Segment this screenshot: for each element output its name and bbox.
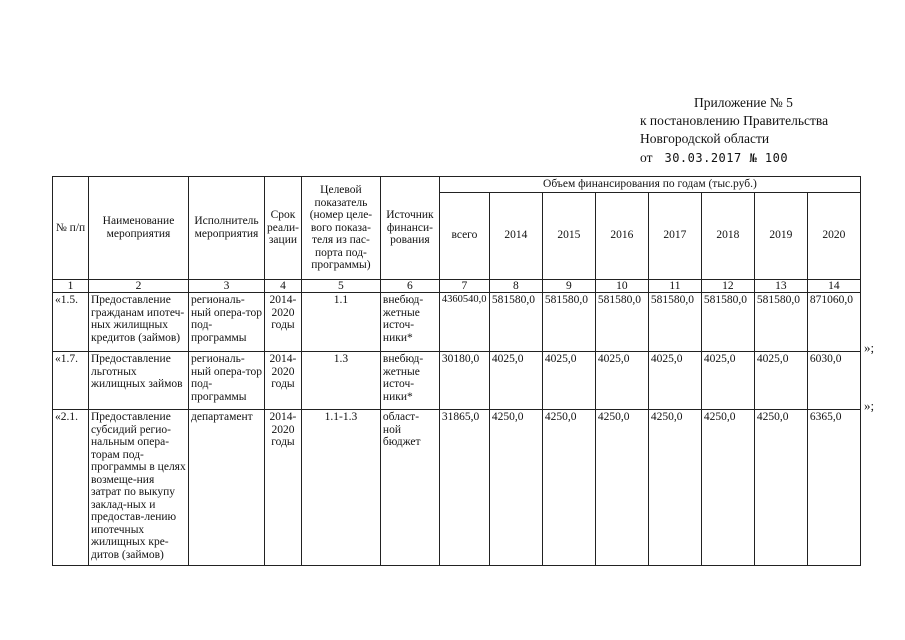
appendix-resolution-line: к постановлению Правительства — [640, 113, 829, 128]
row-value: 581580,0 — [701, 293, 754, 352]
row-closing-mark: »; — [864, 398, 875, 413]
column-number: 14 — [807, 279, 860, 293]
header-year: 2016 — [595, 192, 648, 279]
header-year: 2019 — [754, 192, 807, 279]
date-number: 30.03.2017 № 100 — [664, 151, 789, 165]
row-value: 581580,0 — [542, 293, 595, 352]
row-value: 4025,0 — [595, 352, 648, 410]
row-value: 871060,0 — [807, 293, 860, 352]
row-value: 581580,0 — [648, 293, 701, 352]
header-executor: Исполнитель мероприятия — [189, 177, 265, 280]
column-number: 5 — [301, 279, 380, 293]
column-number: 3 — [189, 279, 265, 293]
row-target: 1.3 — [301, 352, 380, 410]
row-executor: департамент — [189, 410, 265, 566]
header-target: Целевой показатель (номер целе-вого показа-теля из пас-порта под-программы) — [301, 177, 380, 280]
table-row — [53, 352, 861, 410]
row-num: «1.7. — [53, 352, 89, 410]
from-label: от — [640, 150, 653, 165]
row-term: 2014-2020 годы — [265, 410, 302, 566]
column-number: 9 — [542, 279, 595, 293]
row-source: област-ной бюджет — [380, 410, 439, 566]
column-number: 4 — [265, 279, 302, 293]
row-num: «1.5. — [53, 293, 89, 352]
table-row — [53, 410, 861, 566]
row-num: «2.1. — [53, 410, 89, 566]
row-name: Предоставление субсидий регио-нальным опера-торам под-программы в целях возмеще-ния затрат по выкупу заклад-ных и предостав-лению ипотечных жилищных кре-дитов (займов) — [89, 410, 189, 566]
header-term: Срок реали-зации — [265, 177, 302, 280]
row-value: 581580,0 — [595, 293, 648, 352]
row-value: 4025,0 — [648, 352, 701, 410]
header-year: 2020 — [807, 192, 860, 279]
row-value: 4025,0 — [489, 352, 542, 410]
row-target: 1.1-1.3 — [301, 410, 380, 566]
header-year: 2015 — [542, 192, 595, 279]
row-value: 4025,0 — [701, 352, 754, 410]
column-number: 7 — [439, 279, 489, 293]
column-number: 6 — [380, 279, 439, 293]
table-row — [53, 293, 861, 352]
row-value: 4025,0 — [754, 352, 807, 410]
header-year: 2017 — [648, 192, 701, 279]
column-number: 10 — [595, 279, 648, 293]
row-total: 4360540,0 — [439, 293, 489, 352]
header-row-top — [53, 177, 861, 193]
row-value: 4250,0 — [754, 410, 807, 566]
row-closing-mark: »; — [864, 340, 875, 355]
column-number: 12 — [701, 279, 754, 293]
row-name: Предоставление льготных жилищных займов — [89, 352, 189, 410]
appendix-region-line: Новгородской области — [640, 131, 770, 146]
funding-table — [52, 176, 861, 566]
header-year: 2018 — [701, 192, 754, 279]
column-number: 13 — [754, 279, 807, 293]
row-total: 31865,0 — [439, 410, 489, 566]
row-value: 581580,0 — [754, 293, 807, 352]
row-total: 30180,0 — [439, 352, 489, 410]
header-year: 2014 — [489, 192, 542, 279]
header-num: № п/п — [53, 177, 89, 280]
column-number: 2 — [89, 279, 189, 293]
row-value: 4250,0 — [595, 410, 648, 566]
header-source: Источник финанси-рования — [380, 177, 439, 280]
row-name: Предоставление гражданам ипотеч-ных жилищных кредитов (займов) — [89, 293, 189, 352]
header-name: Наименование мероприятия — [89, 177, 189, 280]
header-funding-group: Объем финансирования по годам (тыс.руб.) — [439, 177, 860, 193]
column-number-row — [53, 279, 861, 293]
column-number: 8 — [489, 279, 542, 293]
row-value: 6365,0 — [807, 410, 860, 566]
row-value: 6030,0 — [807, 352, 860, 410]
row-source: внебюд-жетные источ-ники* — [380, 352, 439, 410]
document-header — [640, 94, 870, 167]
column-number: 1 — [53, 279, 89, 293]
row-value: 4250,0 — [489, 410, 542, 566]
row-target: 1.1 — [301, 293, 380, 352]
row-value: 4025,0 — [542, 352, 595, 410]
row-value: 4250,0 — [701, 410, 754, 566]
row-term: 2014-2020 годы — [265, 352, 302, 410]
row-term: 2014-2020 годы — [265, 293, 302, 352]
appendix-title: Приложение № 5 — [694, 95, 793, 110]
header-total: всего — [439, 192, 489, 279]
row-value: 581580,0 — [489, 293, 542, 352]
appendix-date-line — [640, 149, 870, 167]
row-value: 4250,0 — [648, 410, 701, 566]
column-number: 11 — [648, 279, 701, 293]
row-executor: региональ-ный опера-тор под-программы — [189, 293, 265, 352]
row-executor: региональ-ный опера-тор под-программы — [189, 352, 265, 410]
row-value: 4250,0 — [542, 410, 595, 566]
row-source: внебюд-жетные источ-ники* — [380, 293, 439, 352]
